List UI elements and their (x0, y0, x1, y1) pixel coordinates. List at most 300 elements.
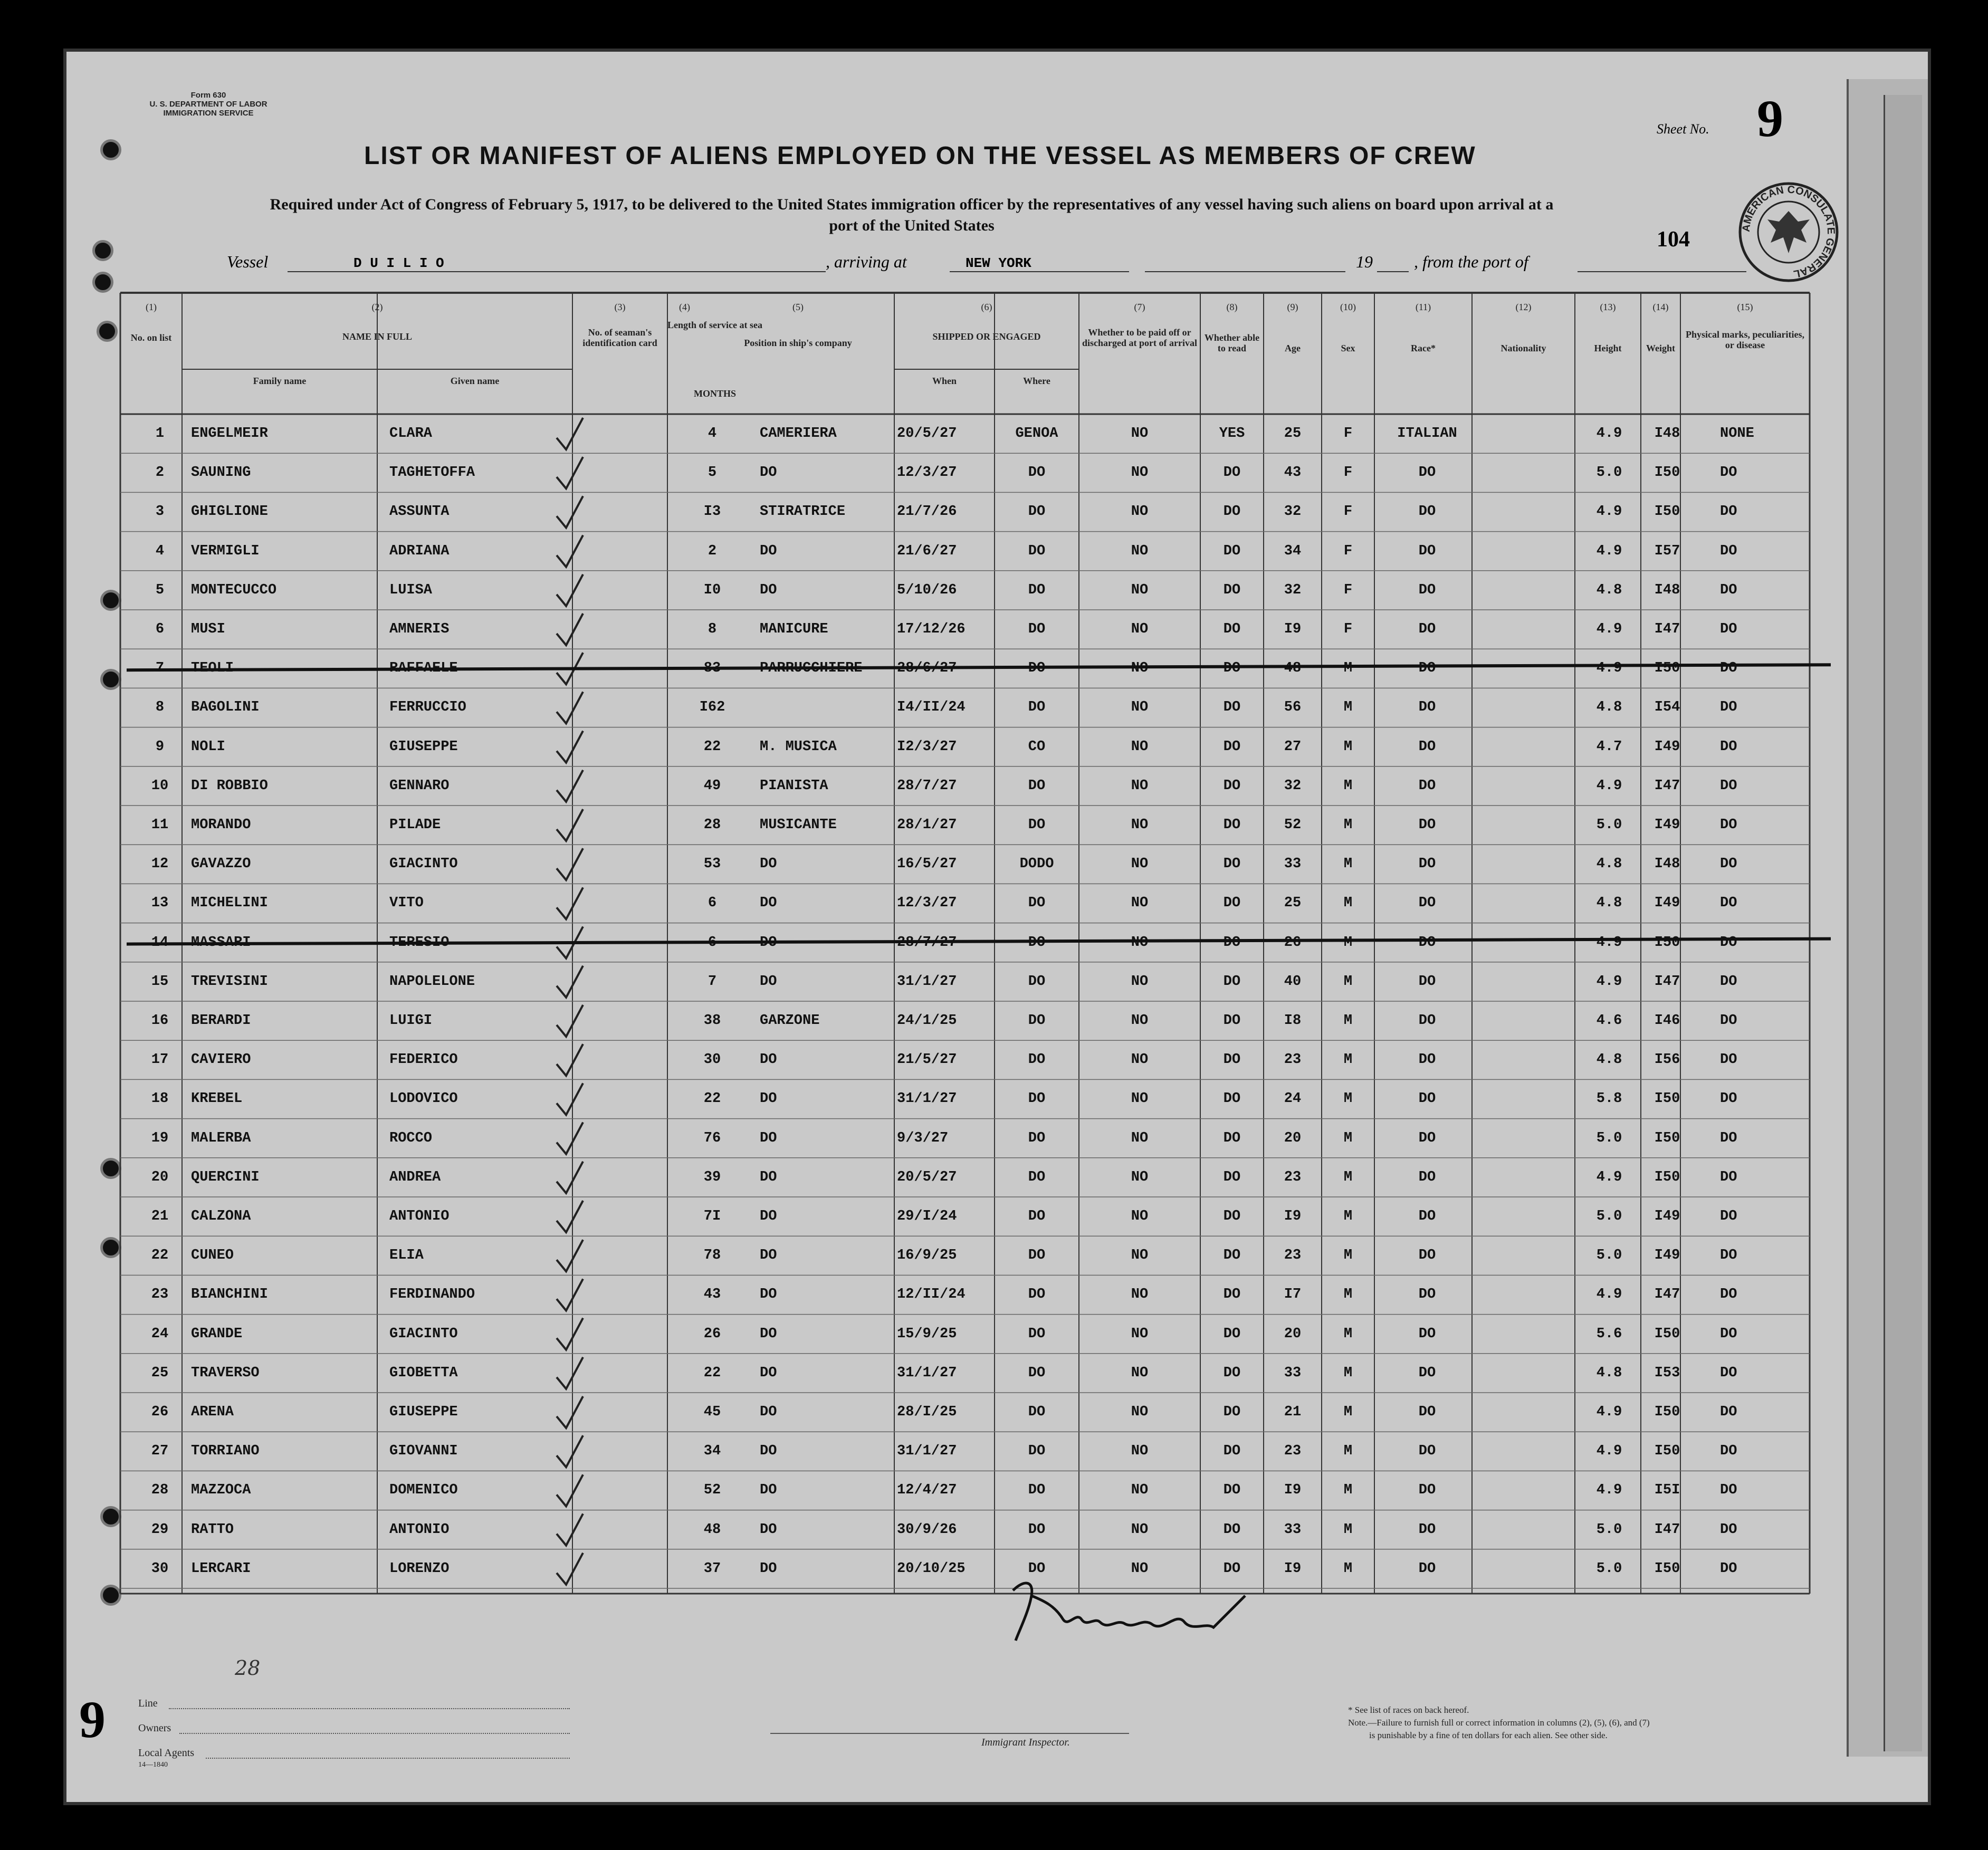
column-number: (14) (1652, 302, 1669, 312)
cell-when: 16/9/25 (897, 1248, 957, 1264)
column-number: (4) (679, 302, 690, 312)
column-header-height: Height (1594, 343, 1622, 353)
cell-where: DO (1028, 504, 1046, 520)
cell-read: DO (1223, 1169, 1241, 1185)
cell-family: MASSARI (191, 934, 251, 951)
cell-family: TREVISINI (191, 973, 268, 990)
cell-read: DO (1223, 856, 1241, 873)
cell-family: TEOLI (191, 660, 234, 677)
cell-given: TAGHETOFFA (389, 465, 475, 481)
cell-marks: DO (1720, 817, 1737, 833)
cell-given: GIACINTO (389, 1326, 458, 1342)
cell-race: DO (1418, 1052, 1436, 1068)
cell-when: 20/5/27 (897, 1169, 957, 1185)
cell-where: GENOA (1015, 426, 1058, 442)
cell-when: 30/9/26 (897, 1521, 957, 1538)
cell-marks: DO (1720, 1404, 1737, 1420)
sheet-label: Sheet No. (1657, 121, 1709, 137)
cell-sex: M (1343, 1326, 1353, 1342)
cell-family: LERCARI (191, 1560, 251, 1577)
inspector-signature-field (770, 1733, 1129, 1734)
cell-read: DO (1223, 699, 1241, 716)
cell-sex: M (1343, 1482, 1353, 1499)
cell-given: NAPOLELONE (389, 973, 475, 990)
cell-race: DO (1418, 1326, 1436, 1342)
cell-height: 4.9 (1596, 1404, 1622, 1420)
cell-weight: I50 (1654, 1404, 1680, 1420)
cell-sex: M (1343, 1169, 1353, 1185)
cell-months: I0 (703, 582, 721, 598)
column-number: (10) (1340, 302, 1356, 312)
cell-read: DO (1223, 660, 1241, 677)
cell-family: GHIGLIONE (191, 504, 268, 520)
cell-read: DO (1223, 778, 1241, 794)
cell-no: 27 (151, 1443, 169, 1460)
cell-marks: DO (1720, 504, 1737, 520)
cell-height: 5.0 (1596, 1560, 1622, 1577)
form-id-line: IMMIGRATION SERVICE (163, 109, 254, 118)
cell-paid: NO (1131, 1482, 1149, 1499)
cell-position: DO (760, 1169, 777, 1185)
cell-when: 29/I/24 (897, 1209, 957, 1224)
cell-read: DO (1223, 739, 1241, 755)
cell-family: MUSI (191, 621, 225, 637)
cell-family: CALZONA (191, 1209, 251, 1224)
cell-family: RATTO (191, 1521, 234, 1538)
cell-where: DODO (1019, 856, 1054, 873)
form-id-line: Form 630 (190, 91, 226, 100)
cell-position: DO (760, 1326, 777, 1342)
cell-family: MORANDO (191, 817, 251, 833)
cell-height: 4.9 (1596, 660, 1622, 677)
cell-sex: M (1343, 778, 1353, 794)
cell-no: 18 (151, 1091, 169, 1107)
cell-read: DO (1223, 817, 1241, 833)
column-header-paid-off: Whether to be paid off or discharged at port of arrival (1082, 327, 1197, 348)
cell-height: 4.8 (1596, 582, 1622, 598)
cell-months: 53 (703, 856, 721, 873)
cell-months: 8 (708, 621, 717, 637)
cell-age: I7 (1284, 1287, 1302, 1303)
cell-paid: NO (1131, 739, 1149, 755)
cell-marks: DO (1720, 1326, 1737, 1342)
vessel-label: Vessel (227, 252, 269, 271)
cell-no: 22 (151, 1248, 169, 1264)
cell-paid: NO (1131, 543, 1149, 559)
cell-when: 28/7/27 (897, 934, 957, 951)
cell-given: LODOVICO (389, 1091, 458, 1107)
cell-height: 4.9 (1596, 934, 1622, 951)
cell-months: 37 (703, 1560, 721, 1577)
cell-weight: I50 (1654, 504, 1680, 520)
cell-where: DO (1028, 1365, 1046, 1381)
cell-position: DO (760, 973, 777, 990)
cell-paid: NO (1131, 1365, 1149, 1381)
cell-no: 23 (151, 1287, 169, 1303)
cell-sex: M (1343, 739, 1353, 755)
cell-months: 7I (703, 1209, 721, 1224)
cell-family: TORRIANO (191, 1443, 260, 1460)
cell-no: 6 (155, 621, 165, 637)
cell-sex: M (1343, 1130, 1353, 1146)
cell-read: DO (1223, 1130, 1241, 1146)
cell-no: 28 (151, 1482, 169, 1499)
cell-paid: NO (1131, 1169, 1149, 1185)
cell-no: 4 (155, 543, 165, 559)
cell-sex: M (1343, 1052, 1353, 1068)
cell-given: GIOVANNI (389, 1443, 458, 1460)
cell-read: DO (1223, 1013, 1241, 1029)
cell-family: GAVAZZO (191, 856, 251, 873)
cell-age: 33 (1284, 1365, 1302, 1381)
cell-months: 43 (703, 1287, 721, 1303)
cell-weight: I50 (1654, 465, 1680, 481)
cell-given: RAFFAELE (389, 660, 458, 677)
cell-race: DO (1418, 699, 1436, 716)
cell-no: 25 (151, 1365, 169, 1381)
cell-months: 6 (708, 934, 717, 951)
cell-no: 14 (151, 934, 169, 951)
cell-height: 4.8 (1596, 1365, 1622, 1381)
cell-no: 29 (151, 1521, 169, 1538)
cell-sex: F (1343, 543, 1353, 559)
cell-sex: M (1343, 660, 1353, 677)
cell-family: GRANDE (191, 1326, 243, 1342)
cell-no: 13 (151, 895, 169, 912)
cell-position: DO (760, 1521, 777, 1538)
column-number: (5) (792, 302, 804, 312)
cell-when: 31/1/27 (897, 973, 957, 990)
column-number: (15) (1737, 302, 1753, 312)
cell-paid: NO (1131, 699, 1149, 716)
cell-when: I4/II/24 (897, 699, 966, 716)
year-label: 19 (1356, 252, 1373, 271)
column-number: (13) (1600, 302, 1616, 312)
cell-read: DO (1223, 1560, 1241, 1577)
cell-no: 17 (151, 1052, 169, 1068)
cell-read: DO (1223, 465, 1241, 481)
cell-read: DO (1223, 1248, 1241, 1264)
from-port-label: , from the port of (1414, 252, 1528, 271)
column-header-when: When (932, 376, 957, 386)
cell-sex: M (1343, 1248, 1353, 1264)
owners-field (179, 1733, 570, 1734)
cell-paid: NO (1131, 1326, 1149, 1342)
cell-position: DO (760, 582, 777, 598)
penalty-note: Note.—Failure to furnish full or correct information in columns (2), (5), (6), and (7) (1348, 1718, 1650, 1728)
cell-given: ELIA (389, 1248, 424, 1264)
cell-weight: I57 (1654, 543, 1680, 559)
cell-age: 33 (1284, 856, 1302, 873)
cell-family: ARENA (191, 1404, 234, 1420)
cell-weight: I47 (1654, 778, 1680, 794)
cell-read: DO (1223, 1404, 1241, 1420)
cell-sex: M (1343, 1521, 1353, 1538)
cell-when: 21/7/26 (897, 504, 957, 520)
cell-given: FEDERICO (389, 1052, 458, 1068)
form-code: 14—1840 (138, 1761, 168, 1769)
stamp-number: 104 (1657, 227, 1690, 252)
cell-no: 24 (151, 1326, 169, 1342)
cell-age: 43 (1284, 465, 1302, 481)
cell-position: DO (760, 1209, 777, 1224)
cell-paid: NO (1131, 973, 1149, 990)
form-id-line: U. S. DEPARTMENT OF LABOR (149, 100, 267, 109)
cell-paid: NO (1131, 778, 1149, 794)
cell-given: TERESIO (389, 934, 450, 951)
cell-months: 38 (703, 1013, 721, 1029)
cell-no: 5 (155, 582, 165, 598)
arriving-label: , arriving at (826, 252, 907, 271)
cell-where: DO (1028, 1521, 1046, 1538)
cell-where: DO (1028, 1287, 1046, 1303)
column-header-id-card: No. of seaman's identification card (582, 327, 657, 348)
cell-read: DO (1223, 1443, 1241, 1460)
cell-age: 40 (1284, 973, 1302, 990)
cell-months: 52 (703, 1482, 721, 1499)
cell-race: DO (1418, 1482, 1436, 1499)
cell-height: 5.0 (1596, 1209, 1622, 1224)
cell-when: 24/1/25 (897, 1013, 957, 1029)
cell-no: 9 (155, 739, 165, 755)
cell-paid: NO (1131, 426, 1149, 442)
cell-when: 5/10/26 (897, 582, 957, 598)
column-header-where: Where (1023, 376, 1050, 386)
cell-family: MAZZOCA (191, 1482, 251, 1499)
cell-when: 28/1/27 (897, 817, 957, 833)
line-label: Line (138, 1698, 158, 1709)
column-header-shipped: SHIPPED OR ENGAGED (932, 331, 1041, 342)
cell-months: 28 (703, 817, 721, 833)
column-header-sex: Sex (1341, 343, 1355, 353)
cell-race: DO (1418, 1521, 1436, 1538)
cell-age: 56 (1284, 699, 1302, 716)
cell-read: DO (1223, 582, 1241, 598)
cell-when: 31/1/27 (897, 1365, 957, 1381)
cell-age: 23 (1284, 1443, 1302, 1460)
cell-position: DO (760, 1404, 777, 1420)
cell-height: 4.7 (1596, 739, 1622, 755)
column-header-position: Position in ship's company (744, 338, 852, 348)
cell-months: 34 (703, 1443, 721, 1460)
cell-where: DO (1028, 934, 1046, 951)
cell-race: DO (1418, 856, 1436, 873)
cell-race: DO (1418, 1287, 1436, 1303)
cell-sex: F (1343, 465, 1353, 481)
cell-race: DO (1418, 1248, 1436, 1264)
cell-when: 12/4/27 (897, 1482, 957, 1499)
cell-position: CAMERIERA (760, 426, 837, 442)
cell-where: DO (1028, 895, 1046, 912)
cell-sex: M (1343, 817, 1353, 833)
cell-months: 83 (703, 660, 721, 677)
cell-weight: I50 (1654, 660, 1680, 677)
cell-weight: I47 (1654, 1287, 1680, 1303)
cell-sex: M (1343, 1287, 1353, 1303)
cell-marks: DO (1720, 1482, 1737, 1499)
cell-marks: DO (1720, 1287, 1737, 1303)
cell-months: 48 (703, 1521, 721, 1538)
cell-position: PIANISTA (760, 778, 828, 794)
cell-read: DO (1223, 1482, 1241, 1499)
cell-when: 28/6/27 (897, 660, 957, 677)
cell-height: 4.9 (1596, 504, 1622, 520)
cell-given: ANTONIO (389, 1521, 450, 1538)
cell-position: PARRUCCHIERE (760, 660, 863, 677)
column-header-marks: Physical marks, peculiarities, or disease (1686, 329, 1804, 350)
cell-position: MANICURE (760, 621, 828, 637)
cell-family: DI ROBBIO (191, 778, 268, 794)
cell-months: I3 (703, 504, 721, 520)
cell-months: 45 (703, 1404, 721, 1420)
cell-weight: I47 (1654, 973, 1680, 990)
page-title: LIST OR MANIFEST OF ALIENS EMPLOYED ON THE VESSEL AS MEMBERS OF CREW (364, 142, 1476, 170)
cell-weight: I46 (1654, 1013, 1680, 1029)
cell-where: DO (1028, 1248, 1046, 1264)
cell-height: 4.9 (1596, 1443, 1622, 1460)
cell-given: DOMENICO (389, 1482, 458, 1499)
cell-position: DO (760, 1560, 777, 1577)
cell-position: DO (760, 543, 777, 559)
cell-months: 39 (703, 1169, 721, 1185)
cell-age: 23 (1284, 1169, 1302, 1185)
cell-where: DO (1028, 1482, 1046, 1499)
cell-position: DO (760, 1443, 777, 1460)
cell-where: DO (1028, 778, 1046, 794)
column-header-race: Race* (1411, 343, 1436, 353)
cell-position: DO (760, 1482, 777, 1499)
cell-weight: I48 (1654, 856, 1680, 873)
cell-months: 4 (708, 426, 717, 442)
cell-months: I62 (699, 699, 725, 716)
cell-marks: DO (1720, 621, 1737, 637)
cell-where: DO (1028, 582, 1046, 598)
cell-no: 30 (151, 1560, 169, 1577)
column-header-service-units: MONTHS (693, 388, 736, 399)
cell-weight: I50 (1654, 1169, 1680, 1185)
cell-weight: I49 (1654, 817, 1680, 833)
cell-age: 34 (1284, 543, 1302, 559)
cell-where: DO (1028, 1013, 1046, 1029)
cell-read: DO (1223, 543, 1241, 559)
cell-given: ADRIANA (389, 543, 450, 559)
cell-sex: M (1343, 1560, 1353, 1577)
cell-read: YES (1219, 426, 1245, 442)
cell-months: 7 (708, 973, 717, 990)
cell-marks: DO (1720, 1209, 1737, 1224)
cell-given: CLARA (389, 426, 433, 442)
cell-where: DO (1028, 1052, 1046, 1068)
cell-age: I9 (1284, 1209, 1302, 1224)
column-number: (7) (1134, 302, 1145, 312)
cell-sex: M (1343, 973, 1353, 990)
cell-paid: NO (1131, 660, 1149, 677)
cell-age: 23 (1284, 1052, 1302, 1068)
cell-family: CUNEO (191, 1248, 234, 1264)
cell-position: DO (760, 1091, 777, 1107)
cell-height: 5.0 (1596, 1248, 1622, 1264)
cell-where: DO (1028, 1326, 1046, 1342)
cell-age: 25 (1284, 895, 1302, 912)
cell-no: 12 (151, 856, 169, 873)
cell-given: LUISA (389, 582, 433, 598)
cell-race: DO (1418, 1091, 1436, 1107)
cell-when: 12/II/24 (897, 1287, 966, 1303)
column-header-given-name: Given name (450, 376, 500, 386)
cell-when: 20/5/27 (897, 426, 957, 442)
cell-months: 22 (703, 739, 721, 755)
cell-family: MICHELINI (191, 895, 268, 912)
cell-age: 52 (1284, 817, 1302, 833)
cell-marks: DO (1720, 1560, 1737, 1577)
cell-no: 8 (155, 699, 165, 716)
cell-months: 2 (708, 543, 717, 559)
cell-months: 6 (708, 895, 717, 912)
cell-weight: I48 (1654, 426, 1680, 442)
cell-sex: M (1343, 934, 1353, 951)
cell-sex: M (1343, 1209, 1353, 1224)
vessel-name: D U I L I O (353, 255, 444, 271)
cell-given: GIUSEPPE (389, 739, 458, 755)
cell-race: DO (1418, 1443, 1436, 1460)
seal-text: AMERICAN CONSULATE GENERAL (1740, 184, 1837, 280)
cell-given: ASSUNTA (389, 504, 450, 520)
cell-height: 5.0 (1596, 1130, 1622, 1146)
handwritten-count: 28 (235, 1656, 261, 1680)
cell-marks: DO (1720, 465, 1737, 481)
cell-weight: I50 (1654, 1560, 1680, 1577)
column-header-weight: Weight (1646, 343, 1675, 353)
cell-race: DO (1418, 817, 1436, 833)
cell-sex: F (1343, 582, 1353, 598)
cell-weight: I50 (1654, 1443, 1680, 1460)
cell-height: 4.9 (1596, 543, 1622, 559)
column-header-nationality: Nationality (1500, 343, 1546, 353)
cell-race: DO (1418, 1404, 1436, 1420)
column-header-service: Length of service at sea (667, 320, 762, 330)
cell-weight: I49 (1654, 1248, 1680, 1264)
cell-marks: NONE (1720, 426, 1754, 442)
cell-age: 24 (1284, 1091, 1302, 1107)
cell-where: DO (1028, 660, 1046, 677)
race-note: * See list of races on back hereof. (1348, 1705, 1469, 1715)
cell-family: BIANCHINI (191, 1287, 268, 1303)
cell-paid: NO (1131, 582, 1149, 598)
cell-race: DO (1418, 973, 1436, 990)
cell-age: 32 (1284, 504, 1302, 520)
cell-age: 48 (1284, 660, 1302, 677)
cell-where: DO (1028, 1209, 1046, 1224)
cell-no: 15 (151, 973, 169, 990)
cell-height: 4.8 (1596, 895, 1622, 912)
cell-race: DO (1418, 934, 1436, 951)
cell-height: 5.6 (1596, 1326, 1622, 1342)
cell-position: DO (760, 1365, 777, 1381)
cell-age: I9 (1284, 1482, 1302, 1499)
cell-given: GENNARO (389, 778, 450, 794)
cell-sex: M (1343, 1013, 1353, 1029)
cell-read: DO (1223, 1052, 1241, 1068)
cell-family: TRAVERSO (191, 1365, 260, 1381)
cell-age: 32 (1284, 778, 1302, 794)
cell-marks: DO (1720, 856, 1737, 873)
cell-no: 21 (151, 1209, 169, 1224)
cell-age: I8 (1284, 1013, 1302, 1029)
cell-weight: I53 (1654, 1365, 1680, 1381)
column-header-read: Whether able to read (1204, 332, 1260, 353)
cell-family: CAVIERO (191, 1052, 251, 1068)
cell-height: 5.8 (1596, 1091, 1622, 1107)
